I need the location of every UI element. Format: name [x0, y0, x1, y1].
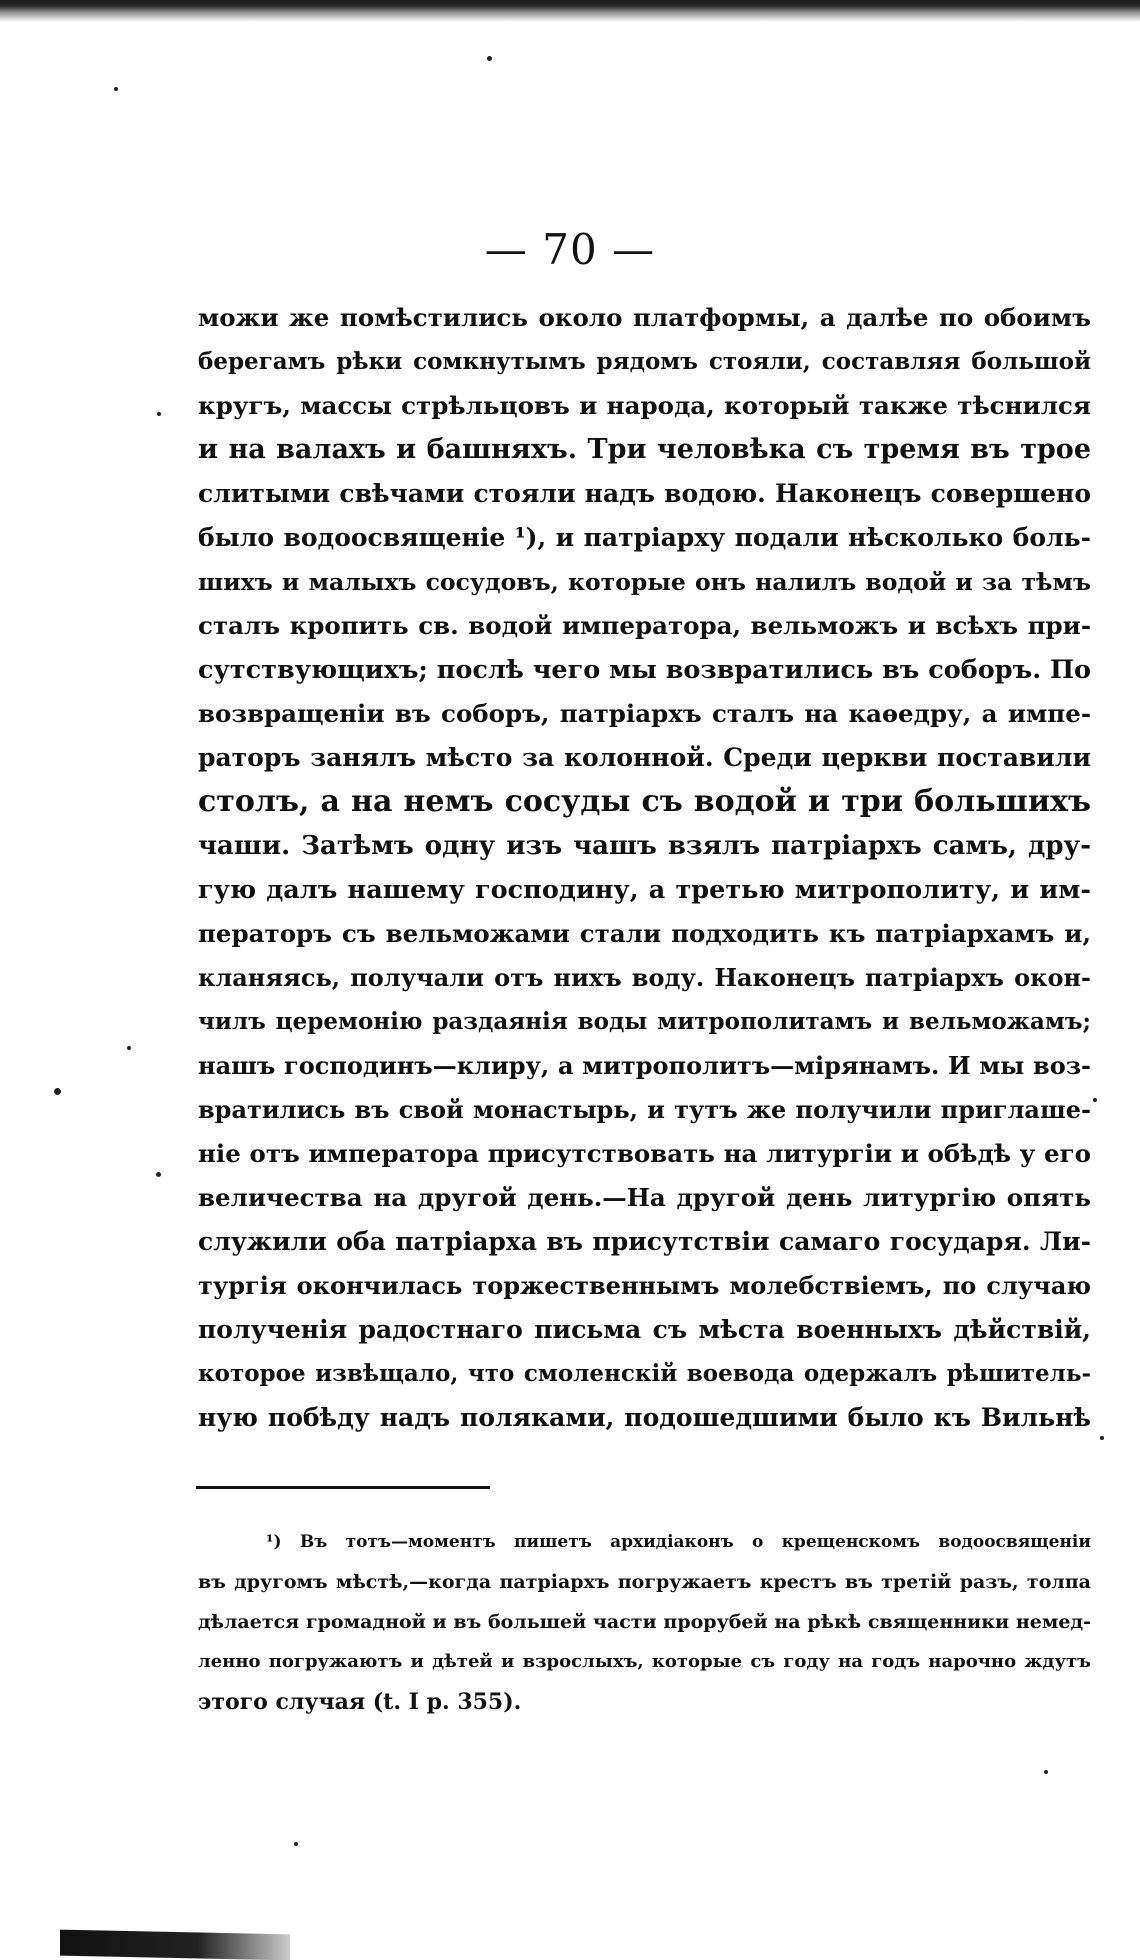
text-line: величества на другой день.—На другой день литургію опять [198, 1183, 1091, 1212]
text-line: можи же помѣстились около платформы, а далѣе по обоимъ [198, 303, 1091, 332]
text-line: раторъ занялъ мѣсто за колонной. Среди церкви поставили [198, 743, 1091, 772]
text-line: тургія окончилась торжественнымъ молебствіемъ, по случаю [198, 1271, 1091, 1300]
text-line: кругъ, массы стрѣльцовъ и народа, который также тѣснился [198, 391, 1091, 420]
scan-speck [294, 1842, 298, 1846]
footnote-line: ¹) Въ тотъ—моментъ пишетъ архидіаконъ о крещенскомъ водоосвященіи [266, 1532, 1091, 1552]
text-line: сталъ кропить св. водой императора, вельможъ и всѣхъ при- [198, 611, 1091, 640]
text-line: которое извѣщало, что смоленскій воевода одержалъ рѣшитель- [198, 1360, 1091, 1387]
text-line: нашъ господинъ—клиру, а митрополитъ—мірянамъ. И мы воз- [198, 1051, 1091, 1080]
text-line: ную побѣду надъ поляками, подошедшими было къ Вильнѣ [198, 1403, 1091, 1432]
footnote [198, 1522, 1091, 1722]
text-line: служили оба патріарха въ присутствіи самаго государя. Ли- [198, 1227, 1091, 1256]
scan-top-edge [0, 0, 1140, 22]
scan-speck [1044, 1770, 1048, 1774]
text-line: было водоосвященіе ¹), и патріарху подали нѣсколько боль- [198, 523, 1091, 552]
text-line: чаши. Затѣмъ одну изъ чашъ взялъ патріархъ самъ, дру- [198, 831, 1091, 861]
scan-speck [114, 87, 118, 91]
text-line: и на валахъ и башняхъ. Три человѣка съ тремя въ трое [198, 434, 1091, 465]
text-line: ніе отъ императора присутствовать на литургіи и обѣдѣ у его [198, 1139, 1091, 1168]
text-line: столъ, а на немъ сосуды съ водой и три большихъ [198, 784, 1091, 819]
body-text [198, 296, 1091, 1440]
scan-speck [1093, 1098, 1097, 1102]
scan-speck [157, 412, 161, 416]
scan-speck [127, 1046, 131, 1050]
footnote-line: дѣлается громадной и въ большей части прорубей на рѣкѣ священники немед- [198, 1611, 1091, 1633]
text-line: шихъ и малыхъ сосудовъ, которые онъ налилъ водой и за тѣмъ [198, 568, 1091, 596]
footnote-line: ленно погружаютъ и дѣтей и взрослыхъ, которые съ году на годъ нарочно ждутъ [198, 1651, 1091, 1672]
text-line: берегамъ рѣки сомкнутымъ рядомъ стояли, составляя большой [198, 348, 1091, 375]
footnote-line: въ другомъ мѣстѣ,—когда патріархъ погружаетъ крестъ въ третій разъ, толпа [198, 1571, 1091, 1593]
text-line: полученія радостнаго письма съ мѣста военныхъ дѣйствій, [198, 1315, 1091, 1344]
text-line: сутствующихъ; послѣ чего мы возвратились въ соборъ. По [198, 655, 1092, 685]
scan-speck [156, 1172, 161, 1177]
text-line: слитыми свѣчами стояли надъ водою. Наконецъ совершено [198, 479, 1091, 508]
text-line: вратились въ свой монастырь, и тутъ же получили приглаше- [198, 1095, 1091, 1124]
text-line: чилъ церемонію раздаянія воды митрополитамъ и вельможамъ; [198, 1008, 1091, 1035]
text-line: кланяясь, получали отъ нихъ воду. Наконецъ патріархъ окон- [198, 963, 1091, 992]
footnote-line: этого случая (t. I p. 355). [198, 1689, 522, 1715]
page-number: — 70 — [484, 225, 656, 274]
text-line: гую далъ нашему господину, а третью митрополиту, и им- [198, 875, 1091, 905]
text-line: ператоръ съ вельможами стали подходить къ патріархамъ и, [198, 919, 1091, 948]
text-line: возвращеніи въ соборъ, патріархъ сталъ на каѳедру, а импе- [198, 699, 1091, 728]
scan-speck [1100, 1436, 1104, 1440]
scan-speck [54, 1088, 61, 1095]
scan-bottom-edge [60, 1930, 290, 1960]
scan-speck [487, 56, 492, 61]
footnote-divider [196, 1486, 490, 1489]
